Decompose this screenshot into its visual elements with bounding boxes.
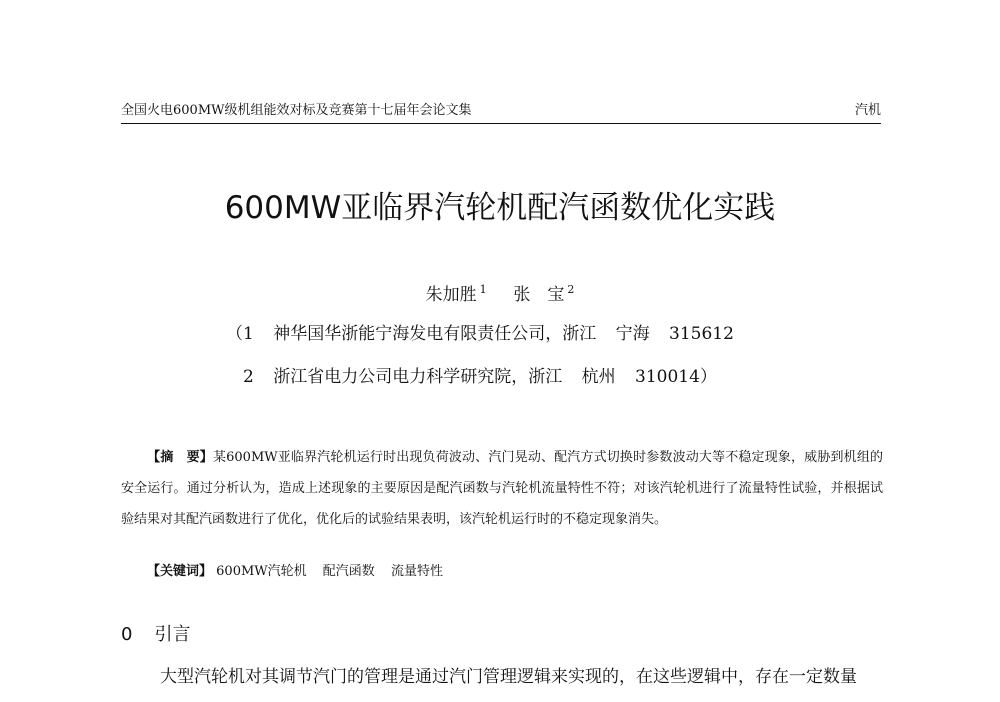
keywords (147, 560, 455, 584)
section-number: 0 (121, 624, 133, 645)
header-section-label: 汽机 (854, 103, 881, 118)
affiliation-org: 浙江省电力公司电力科学研究院，浙江 (273, 367, 563, 387)
affiliation-postcode: 310014） (635, 367, 717, 387)
abstract-label: 【摘 要】 (147, 450, 213, 465)
section-title: 引言 (154, 624, 191, 645)
paper-title: 600MW亚临界汽轮机配汽函数优化实践 (224, 190, 776, 226)
header-journal-title: 全国火电600MW级机组能效对标及竞赛第十七届年会论文集 (121, 103, 472, 118)
abstract (121, 442, 883, 535)
affiliation-city: 宁海 (615, 324, 650, 344)
affiliation-2 (243, 365, 731, 389)
author-line (0, 278, 1000, 307)
section-heading (121, 622, 190, 648)
affiliation-number: 2 (243, 367, 254, 387)
keywords-label: 【关键词】 (147, 564, 213, 579)
affiliation-number: （1 (226, 324, 254, 344)
author-affiliation-mark: 1 (479, 283, 487, 296)
affiliation-1 (226, 322, 748, 346)
affiliation-postcode: 315612 (669, 324, 734, 344)
body-paragraph: 大型汽轮机对其调节汽门的管理是通过汽门管理逻辑来实现的，在这些逻辑中，存在一定数量 (160, 667, 857, 687)
keyword: 流量特性 (390, 564, 443, 579)
abstract-text: 某600MW亚临界汽轮机运行时出现负荷波动、汽门晃动、配汽方式切换时参数波动大等不稳定现象，威胁到机组的安全运行。通过分析认为，造成上述现象的主要原因是配汽函数与汽轮机流量特性不符；对该汽轮机进行了流量特性试验，并根据试验结果对其配汽函数进行了优化，优化后的试验结果表明，该汽轮机运行时的不稳定现象消失。 (121, 450, 883, 527)
author-affiliation-mark: 2 (567, 283, 575, 296)
author-name: 朱加胜 (425, 285, 477, 305)
author-name: 张 宝 (513, 285, 565, 305)
keyword: 配汽函数 (322, 564, 375, 579)
running-header (121, 101, 881, 124)
affiliation-city: 杭州 (581, 367, 616, 387)
keyword: 600MW汽轮机 (216, 564, 307, 579)
affiliation-org: 神华国华浙能宁海发电有限责任公司，浙江 (273, 324, 597, 344)
